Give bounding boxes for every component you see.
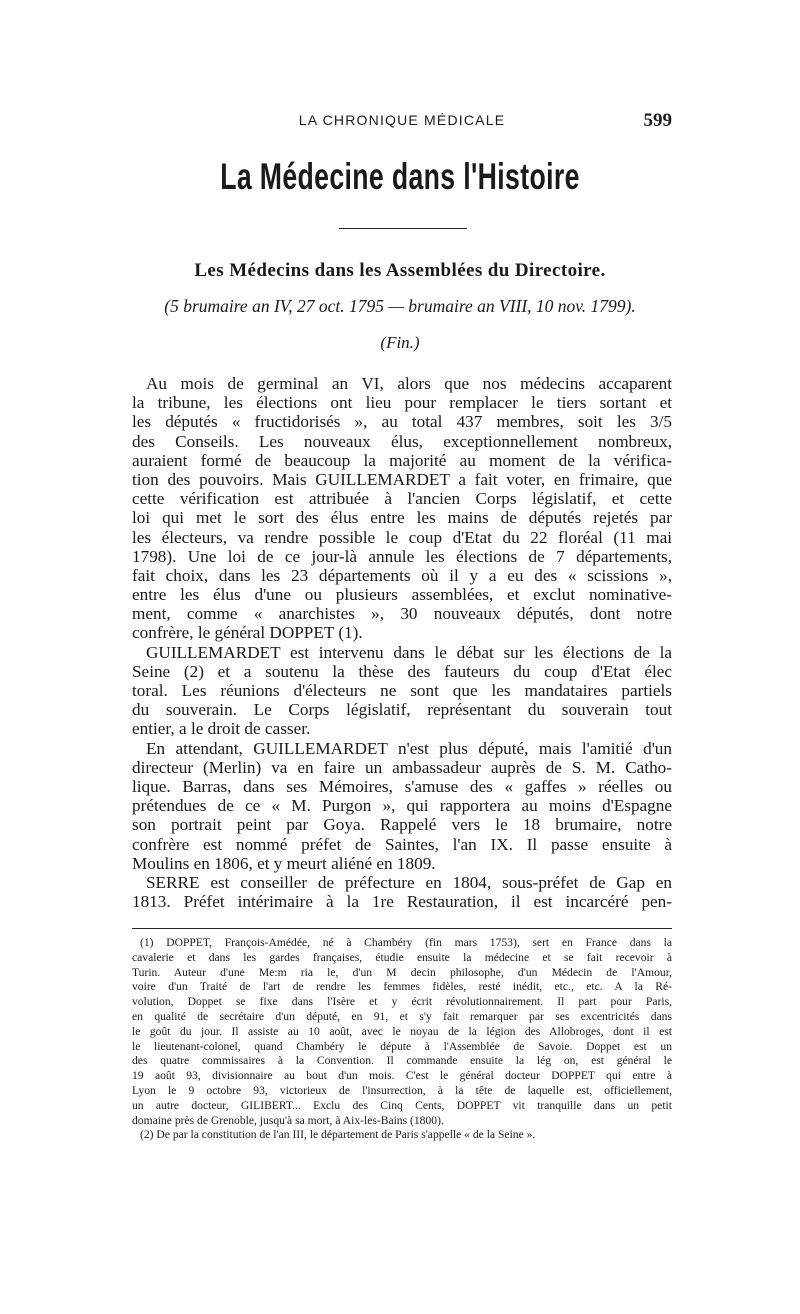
- text-line: 1813. Préfet intérimaire à la 1re Restauration, il est incarcéré pen-: [132, 892, 672, 912]
- text-line: du souverain. Le Corps législatif, représentant du souverain tout: [132, 700, 672, 720]
- body-text: [132, 374, 672, 911]
- text-line: les électeurs, va rendre possible le coup d'Etat du 22 floréal (11 mai: [132, 527, 672, 547]
- text-line: des Conseils. Les nouveaux élus, exceptionnellement nombreux,: [132, 431, 672, 451]
- text-line: Au mois de germinal an VI, alors que nos médecins accaparent: [146, 374, 672, 393]
- footnote-line: des quatre commissaires à la Convention. Il commande ensuite la lég on, est général le: [132, 1054, 672, 1068]
- article-subtitle: Les Médecins dans les Assemblées du Directoire.: [194, 260, 606, 281]
- text-line: prétendues de ce « M. Purgon », qui rapportera au moins d'Espagne: [132, 796, 672, 816]
- footnote-divider: [132, 928, 672, 929]
- footnote-line: (2) De par la constitution de l'an III, le département de Paris s'appelle « de la Seine ».: [140, 1128, 536, 1142]
- text-line: tion des pouvoirs. Mais GUILLEMARDET a fait voter, en frimaire, que: [132, 469, 672, 489]
- article-fin: (Fin.): [380, 333, 420, 352]
- text-line: lique. Barras, dans ses Mémoires, s'amuse des « gaffes » réelles ou: [132, 776, 672, 796]
- text-line: confrère est nommé préfet de Saintes, l'an IX. Il passe ensuite à: [132, 834, 672, 854]
- text-line: SERRE est conseiller de préfecture en 1804, sous-préfet de Gap en: [146, 872, 672, 892]
- footnote-line: en qualité de secrétaire d'un député, en 91, et s'y fait remarquer par ses excentricités dans: [132, 1009, 672, 1023]
- footnote-line: cavalerie et dans les gardes françaises, étudie ensuite la médecine et se fait recevoir à: [132, 950, 672, 964]
- paragraph: [132, 739, 672, 873]
- text-line: 1798). Une loi de ce jour-là annule les élections de 7 départements,: [132, 546, 672, 566]
- text-line: Moulins en 1806, et y meurt aliéné en 1809.: [132, 853, 436, 873]
- text-line: ment, comme « anarchistes », 30 nouveaux députés, dont notre: [132, 604, 672, 624]
- text-line: toral. Les réunions d'électeurs ne sont que les mandataires partiels: [132, 681, 672, 700]
- running-title: LA CHRONIQUE MÉDICALE: [298, 112, 506, 128]
- footnote-1: [132, 936, 672, 1128]
- footnote-line: domaine près de Grenoble, jusqu'à sa mort, à Aix-les-Bains (1800).: [132, 1113, 444, 1127]
- article-dates: (5 brumaire an IV, 27 oct. 1795 — brumaire an VIII, 10 nov. 1799).: [164, 296, 636, 316]
- footnote-line: un autre docteur, GILIBERT... Exclu des Cinq Cents, DOPPET vit tranquille dans un petit: [132, 1098, 672, 1112]
- text-line: cette vérification est attribuée à l'ancien Corps législatif, et cette: [132, 489, 672, 509]
- text-line: fait choix, dans les 23 départements où il y a eu des « scissions »,: [132, 565, 672, 585]
- paragraph: [132, 643, 672, 739]
- text-line: loi qui met le sort des élus entre les mains de députés rejetés par: [132, 508, 672, 528]
- text-line: les députés « fructidorisés », au total 437 membres, soit les 3/5: [132, 412, 672, 432]
- footnote-line: 19 août 93, divisionnaire au bout d'un mois. C'est le général docteur DOPPET qui entre à: [132, 1069, 672, 1083]
- footnote-line: le goût du jour. Il assiste au 10 août, avec le noyau de la légion des Allobroges, dont il est: [132, 1024, 672, 1038]
- footnote-2: [132, 1128, 672, 1143]
- text-line: En attendant, GUILLEMARDET n'est plus député, mais l'amitié d'un: [146, 738, 672, 758]
- footnote-line: le lieutenant-colonel, quand Chambéry le députe à l'Assemblée de Savoie. Doppet est un: [132, 1039, 672, 1053]
- footnote-line: Turin. Auteur d'une Me:m ria le, d'un M decin philosophe, d'un Médecin de l'Amour,: [132, 965, 672, 979]
- text-line: entre les élus d'une ou plusieurs assemblées, et exclut nominative-: [132, 585, 672, 605]
- title-divider: [339, 228, 467, 229]
- text-line: son portrait peint par Goya. Rappelé vers le 18 brumaire, notre: [132, 815, 672, 835]
- text-line: auraient formé de beaucoup la majorité au moment de la vérifica-: [132, 450, 672, 470]
- text-line: la tribune, les élections ont lieu pour remplacer le tiers sortant et: [132, 393, 672, 413]
- footnote-line: (1) DOPPET, François-Amédée, né à Chambéry (fin mars 1753), sert en France dans la: [140, 936, 672, 949]
- page-header: [132, 110, 672, 134]
- footnote-line: Lyon le 9 octobre 93, victorieux de l'insurrection, à la tête de laquelle est, officiellement,: [132, 1083, 672, 1097]
- text-line: Seine (2) et a soutenu la thèse des fauteurs du coup d'Etat élec: [132, 661, 672, 681]
- text-line: directeur (Merlin) va en faire un ambassadeur auprès de S. M. Catho-: [132, 757, 672, 777]
- paragraph: [132, 873, 672, 911]
- text-line: entier, a le droit de casser.: [132, 719, 311, 739]
- article-title: La Médecine dans l'Histoire: [220, 156, 580, 197]
- footnotes: [132, 936, 672, 1143]
- text-line: GUILLEMARDET est intervenu dans le débat sur les élections de la: [146, 642, 672, 662]
- paragraph: [132, 374, 672, 643]
- text-line: confrère, le général DOPPET (1).: [132, 623, 363, 643]
- footnote-line: voire d'un Traité de l'art de rendre les femmes fidèles, resté inédit, etc., etc. A la Ré-: [132, 980, 672, 994]
- footnote-line: volution, Doppet se fixe dans l'Isère et y écrit révolutionnairement. Il part pour Paris,: [132, 995, 672, 1009]
- page-number: 599: [643, 110, 672, 131]
